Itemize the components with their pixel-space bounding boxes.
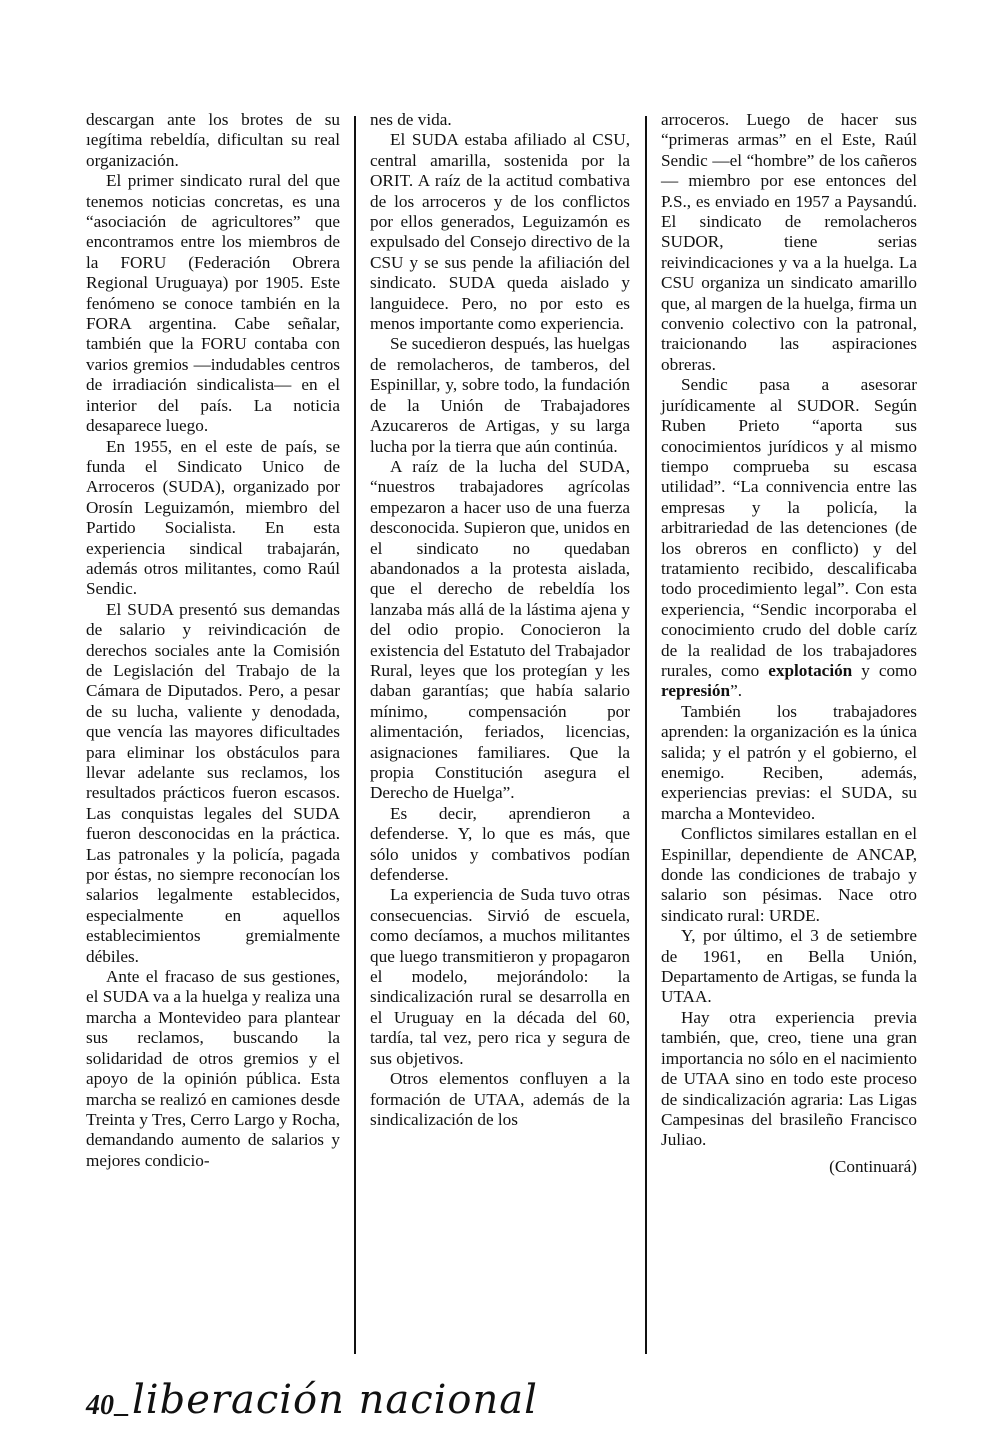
paragraph-text: y como xyxy=(852,660,917,680)
paragraph xyxy=(661,375,917,702)
paragraph: nes de vida. xyxy=(370,110,452,129)
paragraph: Es decir, aprendieron a defenderse. Y, lo que es más, que sólo unidos y combativos podían defenderse. xyxy=(370,803,630,885)
paragraph: El SUDA presentó sus demandas de salario y reivindicación de derechos sociales ante la Comisión de Legislación del Trabajo de la Cámara de Diputados. Pero, a pesar de su lucha, valiente y denodada, que vencía las mayores dificultades para eliminar los obstáculos para llevar adelante sus reclamos, los resultados prácticos fueron escasos. Las conquistas legales del SUDA fueron desconocidas en la práctica. Las patronales y la policía, pagada por éstas, no siempre reconocían los salarios legalmente establecidos, especialmente en aquellos establecimientos gremialmente débiles. xyxy=(86,599,340,966)
paragraph: El SUDA estaba afiliado al CSU, central amarilla, sostenida por la ORIT. A raíz de la actitud combativa de los arroceros y de los conflictos por ellos generados, Leguizamón es expulsado del Consejo directivo de la CSU y se sus pende la afiliación del sindicato. SUDA queda aislado y languidece. Pero, no por esto es menos importante como experiencia. xyxy=(370,130,630,334)
paragraph: Conflictos similares estallan en el Espinillar, dependiente de ANCAP, donde las condiciones de trabajo y salario son pésimas. Nace otro sindicato rural: URDE. xyxy=(661,824,917,925)
paragraph: En 1955, en el este de país, se funda el Sindicato Unico de Arroceros (SUDA), organizado por Orosín Leguizamón, miembro del Partido Socialista. En esta experiencia sindical trabajarán, además otros militantes, como Raúl Sendic. xyxy=(86,436,340,599)
paragraph: El primer sindicato rural del que tenemos noticias concretas, es una “asociación de agricultores” que encontramos entre los miembros de la FORU (Federación Obrera Regional Uruguaya) por 1905. Este fenómeno se conoce también en la FORA argentina. Cabe señalar, también que la FORU contaba con varios gremios —indudables centros de irradiación sindicalista— en el interior del país. La noticia desaparece luego. xyxy=(86,171,340,436)
paragraph: Se sucedieron después, las huelgas de remolacheros, de tamberos, del Espinillar, y, sobre todo, la fundación de la Unión de Trabajadores Azucareros de Artigas, y su larga lucha por la tierra que aún continúa. xyxy=(370,334,630,456)
paragraph-text: ”. xyxy=(730,681,743,701)
paragraph: Y, por último, el 3 de setiembre de 1961, en Bella Unión, Departamento de Artigas, se funda la UTAA. xyxy=(661,926,917,1007)
page-number: 40 xyxy=(86,1390,114,1421)
column-rule-1 xyxy=(354,116,356,1354)
paragraph: Ante el fracaso de sus gestiones, el SUDA va a la huelga y realiza una marcha a Montevideo para plantear sus reclamos, buscando la solidaridad de otros gremios y el apoyo de la opinión pública. Esta marcha se realizó en camiones desde Treinta y Tres, Cerro Largo y Rocha, demandando aumento de salarios y mejores condicio- xyxy=(86,967,340,1170)
paragraph: A raíz de la lucha del SUDA, “nuestros trabajadores agrícolas empezaron a hacer uso de una fuerza desconocida. Supieron que, unidos en el sindicato no quedaban abandonados a la protesta aislada, que el derecho de rebeldía los lanzaba más allá de la lástima ajena y del odio propio. Conocieron la existencia del Estatuto del Trabajador Rural, leyes que los protegían y les daban garantías; que había salario mínimo, compensación por alimentación, feriados, licencias, asignaciones familiares. Que la propia Constitución asegura el Derecho de Huelga”. xyxy=(370,456,630,803)
bold-term-explotacion: explotación xyxy=(768,660,853,680)
footer-dash: _ xyxy=(114,1388,128,1419)
paragraph: arroceros. Luego de hacer sus “primeras armas” en el Este, Raúl Sendic —el “hombre” de los cañeros— miembro por ese entonces del P.S., es enviado en 1957 a Paysandú. El sindicato de remolacheros SUDOR, tiene serias reivindicaciones y va a la huelga. La CSU organiza un sindicato amarillo que, al margen de la huelga, firma un convenio colectivo con la patronal, traicionando las aspiraciones obreras. xyxy=(661,110,917,374)
text-column-3 xyxy=(661,110,917,1177)
text-column-2 xyxy=(370,110,630,1130)
bold-term-represion: represión xyxy=(661,681,731,701)
column-rule-2 xyxy=(645,116,647,1354)
paragraph: Hay otra experiencia previa también, que, creo, tiene una gran importancia no sólo en el nacimiento de UTAA sino en todo este proceso de sindicalización agraria: Las Ligas Campesinas del brasileño Francisco Juliao. xyxy=(661,1007,917,1150)
continued-note: (Continuará) xyxy=(829,1156,917,1176)
paragraph: La experiencia de Suda tuvo otras consecuencias. Sirvió de escuela, como decíamos, a muchos militantes que luego transmitieron y propagaron el modelo, mejorándolo: la sindicalización rural se desarrolla en el Uruguay en la década del 60, tardía, tal vez, pero rica y segura de sus objetivos. xyxy=(370,885,630,1068)
paragraph: También los trabajadores aprenden: la organización es la única salida; y el patrón y el gobierno, el enemigo. Reciben, además, experiencias previas: el SUDA, su marcha a Montevideo. xyxy=(661,701,917,823)
page-footer xyxy=(86,1370,538,1423)
text-column-1 xyxy=(86,110,340,1171)
paragraph-text: Sendic pasa a asesorar jurídicamente al SUDOR. Según Ruben Prieto “aporta sus conocimientos jurídicos y al mismo tiempo comprueba su escasa utilidad”. “La connivencia entre las empresas y la policía, la arbitrariedad de las detenciones (de los obreros en conflicto) y del tratamiento recibido, descalificaba todo procedimiento legal”. Con esta experiencia, “Sendic incorporaba el conocimiento crudo del doble caríz de la realidad de los trabajadores rurales, como xyxy=(661,375,917,680)
masthead-logo: liberación nacional xyxy=(132,1377,538,1423)
paragraph: Otros elementos confluyen a la formación de UTAA, además de la sindicalización de los xyxy=(370,1069,630,1129)
paragraph: descargan ante los brotes de su ıegítima rebeldía, dificultan su real organización. xyxy=(86,110,340,170)
